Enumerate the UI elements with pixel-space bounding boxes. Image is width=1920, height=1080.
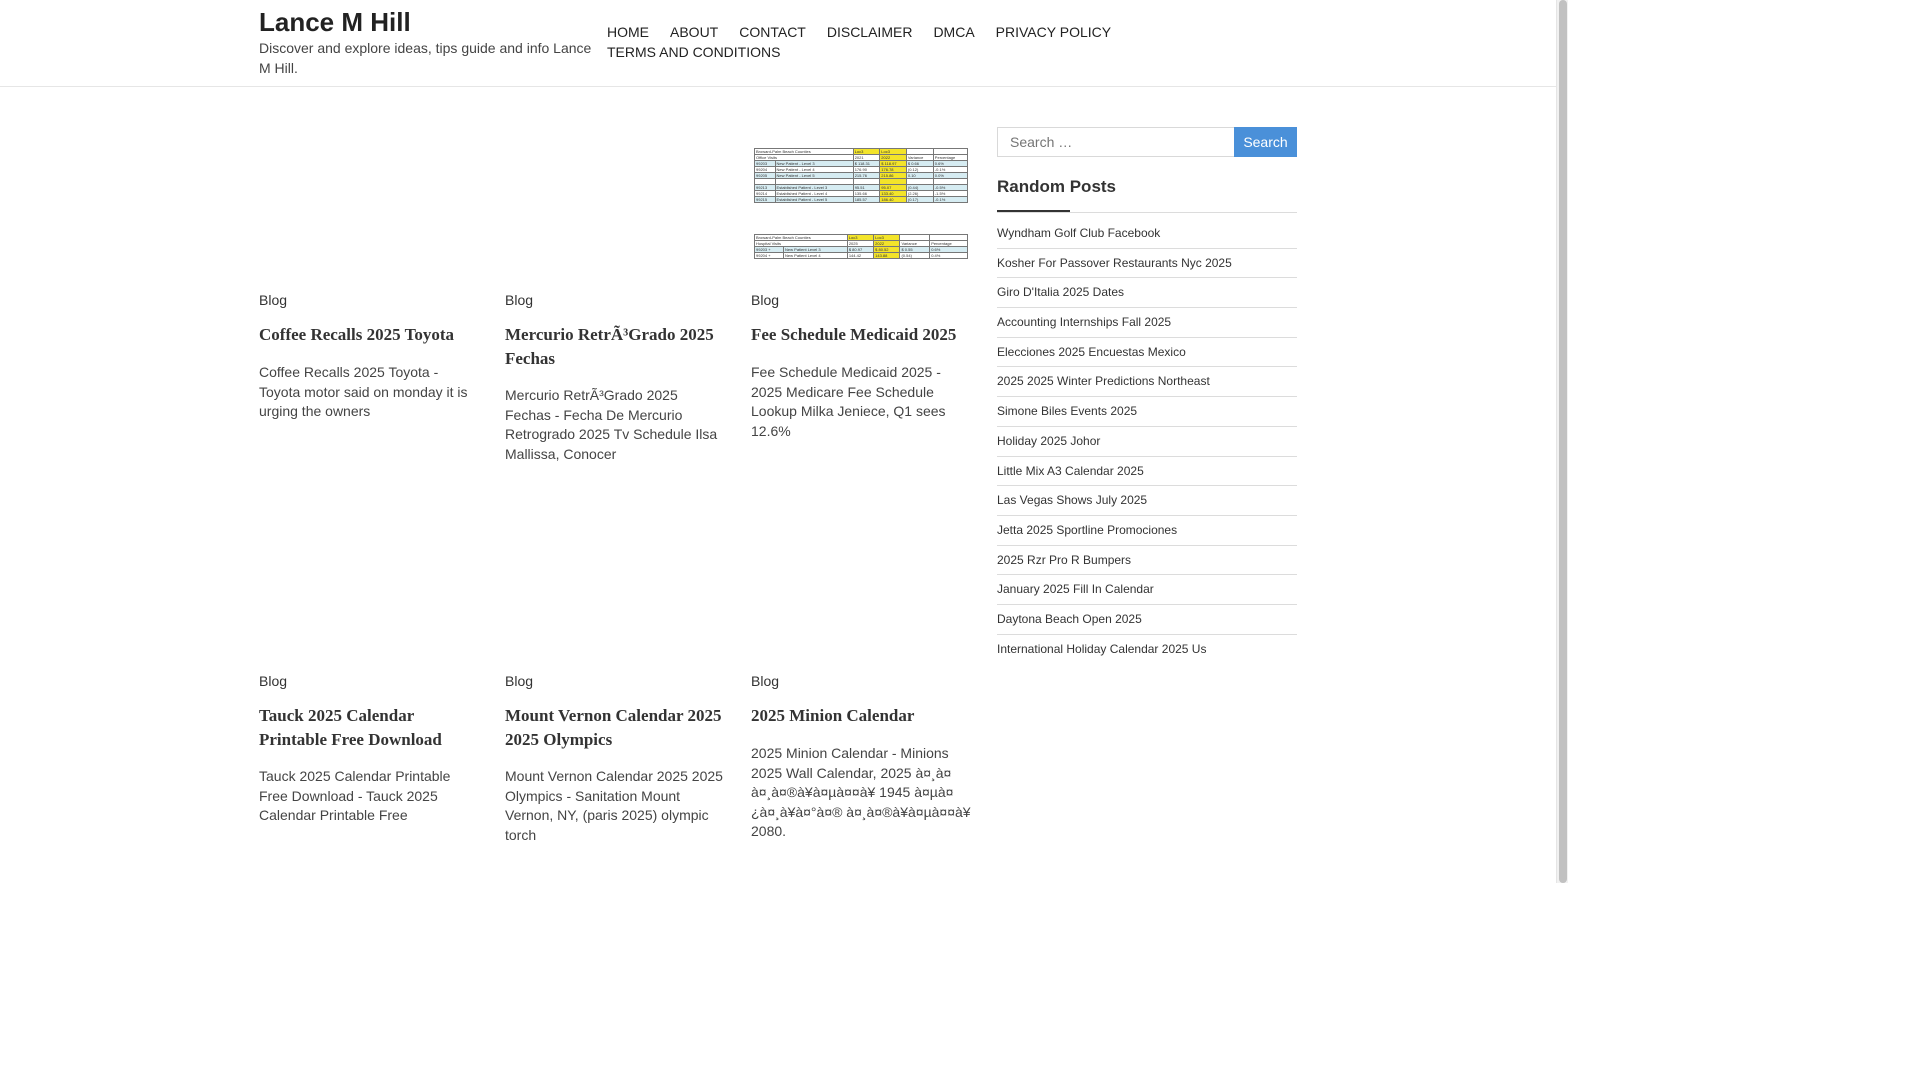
list-item[interactable]: Wyndham Golf Club Facebook	[997, 219, 1297, 249]
post-category[interactable]: Blog	[259, 292, 288, 308]
nav-home[interactable]: HOME	[607, 24, 649, 40]
random-posts-list	[997, 219, 1297, 664]
list-item[interactable]: Daytona Beach Open 2025	[997, 605, 1297, 635]
list-item[interactable]: International Holiday Calendar 2025 Us	[997, 641, 1207, 656]
list-item[interactable]: Holiday 2025 Johor	[997, 427, 1297, 457]
post-category[interactable]: Blog	[505, 673, 534, 689]
nav-privacy-policy[interactable]: PRIVACY POLICY	[995, 24, 1112, 40]
post-excerpt: Coffee Recalls 2025 Toyota - Toyota motor said on monday it is urging the owners	[259, 364, 468, 419]
nav-about[interactable]: ABOUT	[670, 24, 719, 40]
post-category[interactable]: Blog	[505, 292, 534, 308]
thumbnail-table-office: Broward-Palm Beach Counties Loc3 Loc3 Office Visits 2021 2022 Variance Percentage 99203 New Patient - Level 3 $ 118.31 $ 118.97 $ 0.66 0.6% 99204 New Patient - Level 4 176.90 176.78 (0.12) -0.1% 99205 New Patient - Level 5 215.76 215.86 0.10 0.0% 99213 Established Patient - Level 3 95.51 95.07 (0.44) -0.5% 99214 Established Patient - Level 4 135.66 133.40 (2.26) -1.5% 99215 Established Patient - Level 5 185.57 186.40 (0.17) -0.1%	[754, 148, 968, 203]
nav-contact[interactable]: CONTACT	[739, 24, 806, 40]
list-item[interactable]: 2025 Rzr Pro R Bumpers	[997, 546, 1297, 576]
nav-terms-and-conditions[interactable]: TERMS AND CONDITIONS	[607, 43, 781, 60]
site-title[interactable]: Lance M Hill	[259, 7, 411, 37]
list-item[interactable]: Elecciones 2025 Encuestas Mexico	[997, 338, 1297, 368]
widget-divider	[997, 212, 1297, 213]
list-item[interactable]: January 2025 Fill In Calendar	[997, 575, 1297, 605]
random-posts-title: Random Posts	[997, 177, 1117, 196]
list-item[interactable]: 2025 2025 Winter Predictions Northeast	[997, 367, 1297, 397]
scrollbar-thumb[interactable]	[1559, 0, 1567, 883]
list-item[interactable]: Simone Biles Events 2025	[997, 397, 1297, 427]
post-title[interactable]: Coffee Recalls 2025 Toyota	[259, 325, 455, 344]
page-scrollbar[interactable]	[1556, 0, 1568, 883]
search-input[interactable]	[997, 127, 1235, 157]
post-category[interactable]: Blog	[259, 673, 288, 689]
post-excerpt: Tauck 2025 Calendar Printable Free Download - Tauck 2025 Calendar Printable Free	[259, 768, 451, 823]
post-title[interactable]: Mercurio RetrÃ³Grado 2025 Fechas	[505, 325, 714, 368]
list-item[interactable]: Jetta 2025 Sportline Promociones	[997, 516, 1297, 546]
post-thumbnail[interactable]	[752, 146, 970, 274]
list-item[interactable]: Giro D'Italia 2025 Dates	[997, 278, 1297, 308]
post-title[interactable]: 2025 Minion Calendar	[751, 706, 915, 725]
post-excerpt: Fee Schedule Medicaid 2025 - 2025 Medicare Fee Schedule Lookup Milka Jeniece, Q1 sees 12.6%	[751, 364, 946, 439]
nav-dmca[interactable]: DMCA	[933, 24, 975, 40]
post-excerpt: Mount Vernon Calendar 2025 2025 Olympics - Sanitation Mount Vernon, NY, (paris 2025) olympic torch	[505, 768, 723, 843]
post-title[interactable]: Tauck 2025 Calendar Printable Free Download	[259, 706, 442, 749]
list-item[interactable]: Little Mix A3 Calendar 2025	[997, 457, 1297, 487]
thumbnail-table-hospital: Broward-Palm Beach Counties Loc3 Loc3 Hospital Visits 2025 2022 Variance Percentage 99203 + New Patient Level 3 $ 80.97 $ 80.52 $ 0.55 0.6% 99204 + New Patient Level 4 144.42 143.88 (0.54) 0.4%	[754, 234, 968, 259]
post-category[interactable]: Blog	[751, 673, 780, 689]
list-item[interactable]: Las Vegas Shows July 2025	[997, 486, 1297, 516]
nav-disclaimer[interactable]: DISCLAIMER	[826, 24, 913, 40]
site-description: Discover and explore ideas, tips guide and info Lance M Hill.	[259, 40, 592, 76]
site-header	[0, 0, 1556, 87]
main-nav	[607, 23, 1147, 62]
post-excerpt: Mercurio RetrÃ³Grado 2025 Fechas - Fecha De Mercurio Retrogrado 2025 Tv Schedule Ilsa Mallissa, Conocer	[505, 387, 718, 462]
post-category[interactable]: Blog	[751, 292, 780, 308]
post-excerpt: 2025 Minion Calendar - Minions 2025 Wall Calendar, 2025 à¤¸à¤ à¤¸à¤®à¥à¤µà¤¤à¥ 1945 à¤µà¤¿à¤¸à¥à¤°à¤® à¤¸à¤®à¥à¤µà¤¤à¥ 2080.	[751, 745, 971, 839]
list-item[interactable]: Accounting Internships Fall 2025	[997, 308, 1297, 338]
post-title[interactable]: Mount Vernon Calendar 2025 2025 Olympics	[505, 706, 722, 749]
post-title[interactable]: Fee Schedule Medicaid 2025	[751, 325, 957, 344]
list-item[interactable]: Kosher For Passover Restaurants Nyc 2025	[997, 249, 1297, 279]
search-button[interactable]: Search	[1234, 127, 1297, 157]
